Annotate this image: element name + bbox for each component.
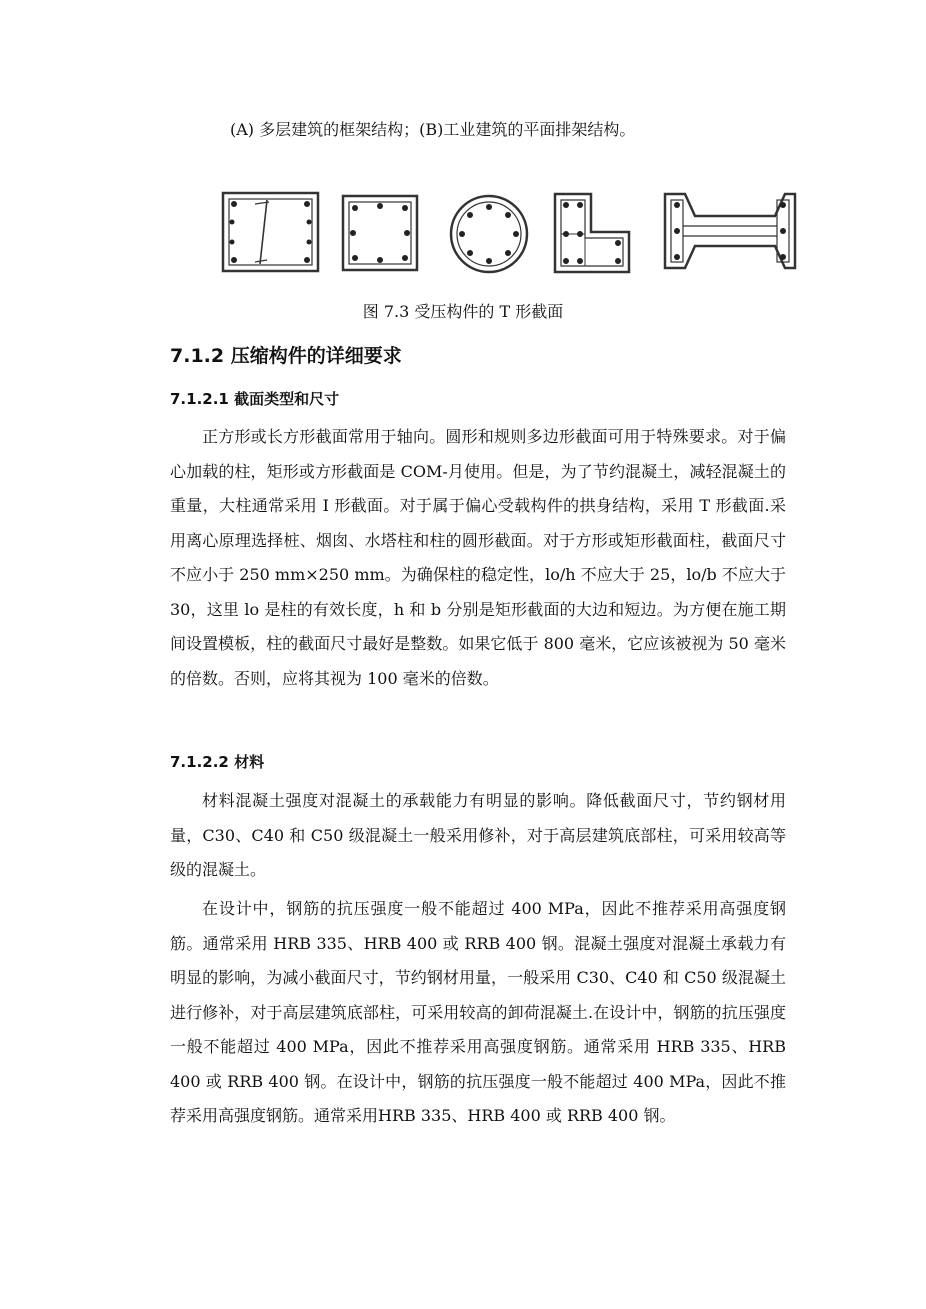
paragraph-materials-concrete: 材料混凝土强度对混凝土的承载能力有明显的影响。降低截面尺寸，节约钢材用量，C30、C40 和 C50 级混凝土一般采用修补，对于高层建筑底部柱，可采用较高等级的混凝土。 (170, 791, 786, 879)
subsection-heading-materials: 7.1.2.2 材料 (170, 753, 265, 771)
figure-caption: 图 7.3 受压构件的 T 形截面 (362, 302, 564, 321)
square-section-icon (343, 196, 417, 270)
cross-section-figure (215, 188, 800, 278)
i-section-icon (665, 194, 795, 268)
figure-subcaption: (A) 多层建筑的框架结构；(B)工业建筑的平面排架结构。 (230, 120, 636, 139)
section-heading: 7.1.2 压缩构件的详细要求 (170, 345, 402, 367)
rectangular-section-icon (223, 193, 318, 271)
subsection-heading-types-dimensions: 7.1.2.1 截面类型和尺寸 (170, 390, 340, 408)
paragraph-section-types: 正方形或长方形截面常用于轴向。圆形和规则多边形截面可用于特殊要求。对于偏心加载的柱，矩形或方形截面是 COM-月使用。但是，为了节约混凝土，减轻混凝土的重量，大柱通常采用 I 形截面。对于属于偏心受载构件的拱身结构，采用 T 形截面.采用离心原理选择桩、烟囱、水塔柱和柱的圆形截面。对于方形或矩形截面柱，截面尺寸不应小于 250 mm×250 mm。为确保柱的稳定性，lo/h 不应大于 25，lo/b 不应大于 30，这里 lo 是柱的有效长度，h 和 b 分别是矩形截面的大边和短边。为方便在施工期间设置模板，柱的截面尺寸最好是整数。如果它低于 800 毫米，它应该被视为 50 毫米的倍数。否则，应将其视为 100 毫米的倍数。 (170, 427, 786, 688)
circular-section-icon (451, 196, 527, 272)
paragraph-materials-steel: 在设计中，钢筋的抗压强度一般不能超过 400 MPa，因此不推荐采用高强度钢筋。通常采用 HRB 335、HRB 400 或 RRB 400 钢。混凝土强度对混凝土承载力有明显的影响，为减小截面尺寸，节约钢材用量，一般采用 C30、C40 和 C50 级混凝土进行修补，对于高层建筑底部柱，可采用较高的卸荷混凝土.在设计中，钢筋的抗压强度一般不能超过 400 MPa，因此不推荐采用高强度钢筋。通常采用 HRB 335、HRB 400 或 RRB 400 钢。在设计中，钢筋的抗压强度一般不能超过 400 MPa，因此不推荐采用高强度钢筋。通常采用HRB 335、HRB 400 或 RRB 400 钢。 (170, 899, 786, 1125)
l-section-icon (555, 194, 629, 272)
